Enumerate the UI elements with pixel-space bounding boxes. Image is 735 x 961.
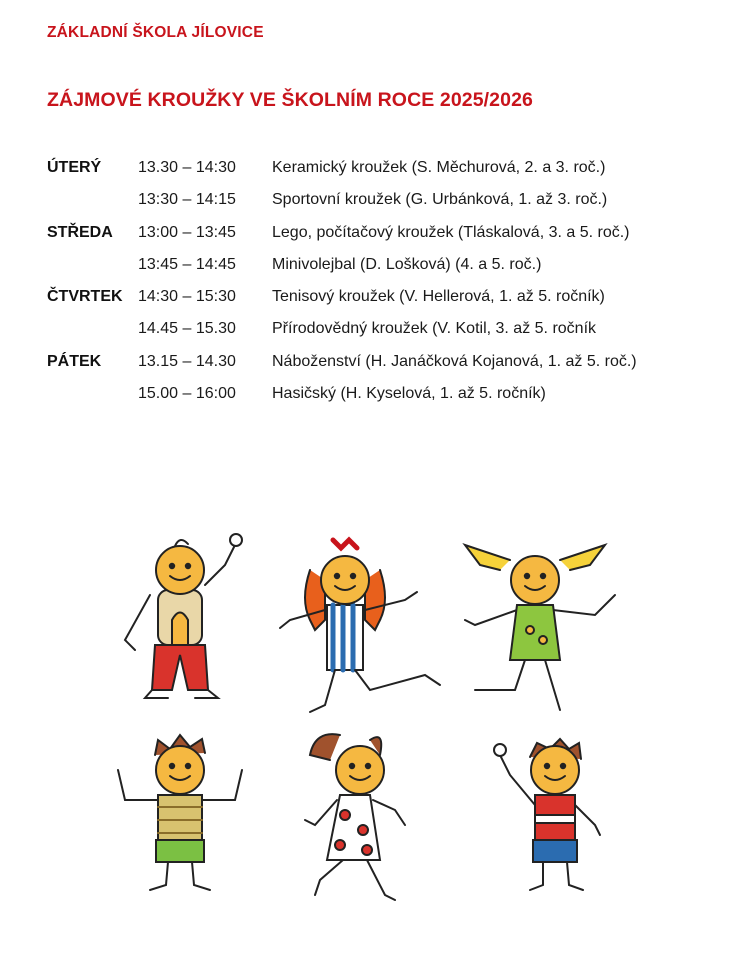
activity-description: Hasičský (H. Kyselová, 1. až 5. ročník) xyxy=(272,385,546,403)
time-range: 13.15 – 14.30 xyxy=(138,352,236,370)
kid-girl-pigtails xyxy=(465,545,615,710)
cartoon-children-icon xyxy=(95,520,675,910)
schedule-row xyxy=(47,249,697,281)
school-name: ZÁKLADNÍ ŠKOLA JÍLOVICE xyxy=(47,24,264,41)
schedule-row xyxy=(47,217,697,249)
day-label: STŘEDA xyxy=(47,223,113,241)
schedule-row xyxy=(47,184,697,216)
time-range: 13:45 – 14:45 xyxy=(138,255,236,273)
time-range: 14:30 – 15:30 xyxy=(138,288,236,306)
kid-boy-flexing xyxy=(118,735,242,890)
time-range: 13.30 – 14:30 xyxy=(138,159,236,176)
time-range: 13:30 – 14:15 xyxy=(138,191,236,209)
activity-description: Lego, počítačový kroužek (Tláskalová, 3. a 5. roč.) xyxy=(272,223,630,241)
kid-boy-red-pants xyxy=(125,534,242,698)
kid-girl-striped xyxy=(280,540,440,712)
schedule-row xyxy=(47,313,697,345)
activity-description: Minivolejbal (D. Lošková) (4. a 5. roč.) xyxy=(272,255,542,273)
schedule-row xyxy=(47,152,697,184)
schedule-table xyxy=(47,152,697,410)
activity-description: Tenisový kroužek (V. Hellerová, 1. až 5. ročník) xyxy=(272,288,605,306)
activity-description: Přírodovědný kroužek (V. Kotil, 3. až 5. ročník xyxy=(272,320,597,338)
day-label: ÚTERÝ xyxy=(47,159,102,176)
schedule-row xyxy=(47,378,697,410)
time-range: 14.45 – 15.30 xyxy=(138,320,236,338)
kid-boy-waving xyxy=(494,739,600,890)
time-range: 15.00 – 16:00 xyxy=(138,385,236,403)
activity-description: Sportovní kroužek (G. Urbánková, 1. až 3. roč.) xyxy=(272,191,608,209)
schedule-row xyxy=(47,346,697,378)
day-label: PÁTEK xyxy=(47,352,102,370)
activity-description: Náboženství (H. Janáčková Kojanová, 1. až 5. roč.) xyxy=(272,352,637,370)
page-title: ZÁJMOVÉ KROUŽKY VE ŠKOLNÍM ROCE 2025/2026 xyxy=(47,89,533,111)
schedule-row xyxy=(47,281,697,313)
activity-description: Keramický kroužek (S. Měchurová, 2. a 3. roč.) xyxy=(272,159,606,176)
day-label: ČTVRTEK xyxy=(47,288,123,306)
time-range: 13:00 – 13:45 xyxy=(138,223,236,241)
kid-girl-polka-dots xyxy=(305,734,405,900)
